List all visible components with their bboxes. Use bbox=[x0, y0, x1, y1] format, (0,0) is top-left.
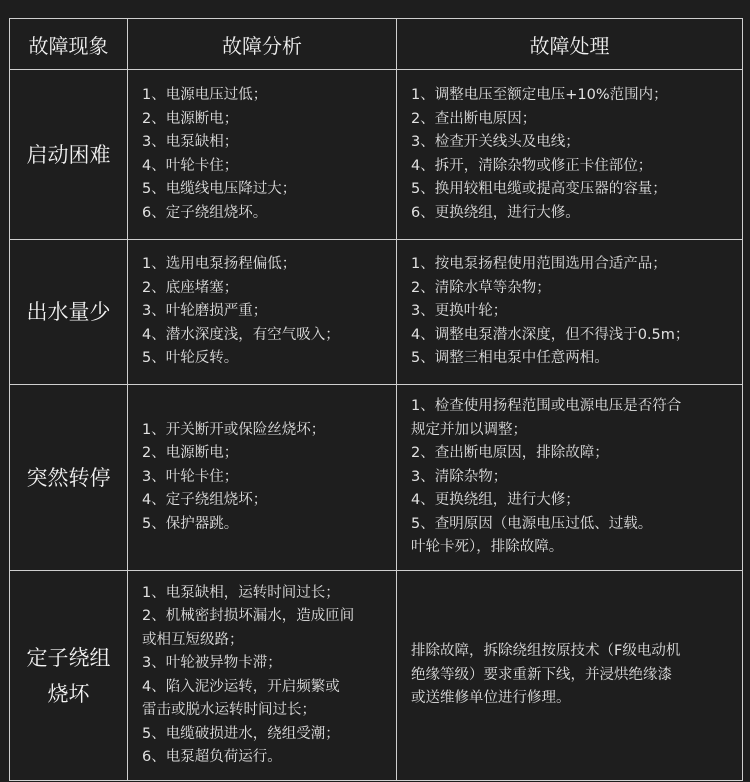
analysis-line: 1、开关断开或保险丝烧坏； bbox=[142, 421, 326, 438]
header-symptom: 故障现象 bbox=[10, 19, 128, 70]
solution-line: 1、检查使用扬程范围或电源电压是否符合 bbox=[411, 398, 682, 415]
analysis-line: 2、电源断电； bbox=[142, 445, 239, 462]
analysis-line: 1、电源电压过低； bbox=[142, 87, 268, 103]
table-row bbox=[10, 240, 743, 385]
header-analysis: 故障分析 bbox=[128, 19, 397, 70]
analysis-line: 5、保护器跳。 bbox=[142, 515, 239, 532]
solution-line: 5、查明原因（电源电压过低、过载。 bbox=[411, 515, 653, 532]
solution-cell bbox=[397, 571, 743, 781]
header-row bbox=[10, 19, 743, 70]
analysis-cell bbox=[128, 70, 397, 240]
solution-line: 1、按电泵扬程使用范围选用合适产品； bbox=[411, 256, 667, 273]
analysis-line: 5、电缆破损进水，绕组受潮； bbox=[142, 725, 340, 742]
analysis-line: 2、电源断电； bbox=[142, 110, 239, 127]
analysis-line: 5、叶轮反转。 bbox=[142, 350, 239, 367]
solution-line: 4、更换绕组，进行大修； bbox=[411, 492, 580, 509]
solution-line: 5、换用较粗电缆或提高变压器的容量； bbox=[411, 181, 667, 197]
symptom-cell bbox=[10, 70, 128, 240]
analysis-cell bbox=[128, 240, 397, 385]
solution-cell bbox=[397, 385, 743, 571]
analysis-line: 4、叶轮卡住； bbox=[142, 157, 239, 174]
fault-table-container bbox=[9, 18, 742, 781]
solution-line: 绝缘等级）要求重新下线，并浸烘绝缘漆 bbox=[411, 666, 672, 683]
analysis-line: 4、陷入泥沙运转，开启频繁或 bbox=[142, 678, 340, 695]
analysis-line: 6、定子绕组烧坏。 bbox=[142, 204, 268, 221]
symptom-text: 突然转停 bbox=[26, 465, 111, 490]
solution-line: 5、调整三相电泵中任意两相。 bbox=[411, 350, 609, 367]
solution-line: 2、清除水草等杂物； bbox=[411, 279, 551, 296]
solution-line: 3、清除杂物； bbox=[411, 468, 508, 485]
table-row bbox=[10, 385, 743, 571]
solution-line: 3、检查开关线头及电线； bbox=[411, 134, 580, 150]
analysis-cell bbox=[128, 385, 397, 571]
solution-line: 2、查出断电原因； bbox=[411, 110, 537, 127]
analysis-line: 2、底座堵塞； bbox=[142, 279, 239, 296]
symptom-cell bbox=[10, 240, 128, 385]
solution-line: 排除故障，拆除绕组按原技术（F级电动机 bbox=[411, 643, 681, 660]
analysis-line: 1、电泵缺相，运转时间过长； bbox=[142, 584, 340, 601]
analysis-line: 3、电泵缺相； bbox=[142, 134, 239, 150]
header-solution: 故障处理 bbox=[397, 19, 743, 70]
analysis-line: 3、叶轮卡住； bbox=[142, 468, 239, 485]
analysis-line: 2、机械密封损坏漏水，造成匝间 bbox=[142, 608, 355, 624]
fault-table bbox=[9, 18, 743, 781]
table-row bbox=[10, 70, 743, 240]
analysis-line: 或相互短级路； bbox=[142, 631, 244, 648]
analysis-line: 3、叶轮磨损严重； bbox=[142, 303, 268, 320]
solution-line: 叶轮卡死），排除故障。 bbox=[411, 539, 564, 556]
analysis-line: 4、定子绕组烧坏； bbox=[142, 492, 268, 509]
symptom-text: 启动困难 bbox=[26, 142, 111, 167]
analysis-line: 6、电泵超负荷运行。 bbox=[142, 749, 282, 765]
solution-cell bbox=[397, 240, 743, 385]
solution-line: 4、调整电泵潜水深度，但不得浅于0.5m； bbox=[411, 326, 690, 343]
solution-line: 1、调整电压至额定电压+10%范围内； bbox=[411, 87, 668, 103]
solution-cell bbox=[397, 70, 743, 240]
analysis-line: 3、叶轮被异物卡滞； bbox=[142, 655, 282, 671]
table-row bbox=[10, 571, 743, 781]
analysis-line: 雷击或脱水运转时间过长； bbox=[142, 702, 316, 718]
symptom-cell bbox=[10, 571, 128, 781]
table-body bbox=[10, 70, 743, 781]
symptom-text: 出水量少 bbox=[26, 300, 111, 324]
symptom-text: 定子绕组烧坏 bbox=[26, 645, 111, 706]
analysis-cell bbox=[128, 571, 397, 781]
solution-line: 6、更换绕组，进行大修。 bbox=[411, 204, 580, 221]
solution-line: 规定并加以调整； bbox=[411, 421, 527, 438]
symptom-cell bbox=[10, 385, 128, 571]
solution-line: 4、拆开，清除杂物或修正卡住部位； bbox=[411, 157, 653, 174]
analysis-line: 1、选用电泵扬程偏低； bbox=[142, 256, 297, 273]
solution-line: 3、更换叶轮； bbox=[411, 303, 508, 320]
analysis-line: 5、电缆线电压降过大； bbox=[142, 181, 297, 197]
solution-line: 2、查出断电原因，排除故障； bbox=[411, 445, 609, 462]
solution-line: 或送维修单位进行修理。 bbox=[411, 690, 571, 707]
analysis-line: 4、潜水深度浅，有空气吸入； bbox=[142, 326, 340, 343]
